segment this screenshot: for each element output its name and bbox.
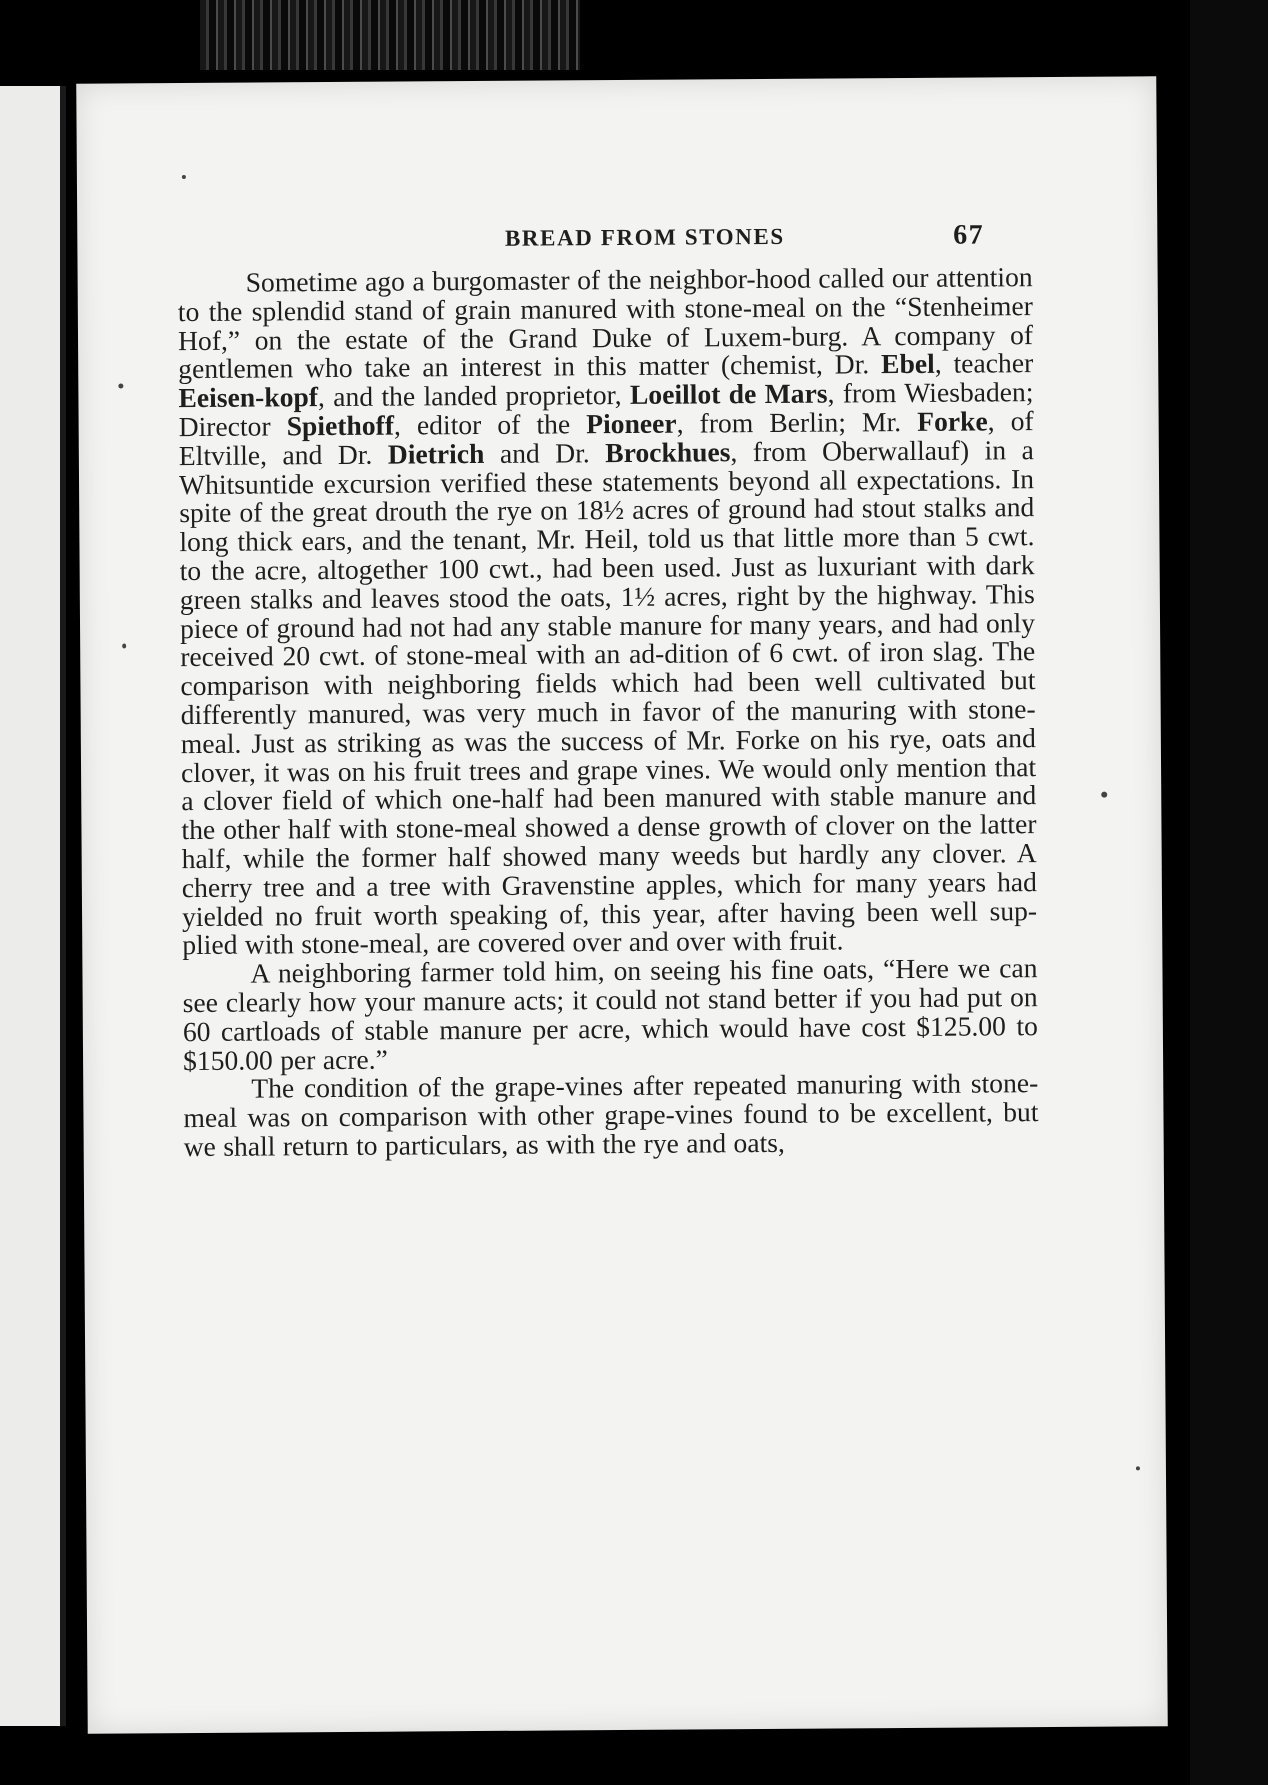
bold-name: Brockhues xyxy=(605,436,731,468)
bold-name: Pioneer xyxy=(586,407,677,440)
text-run: , from Wiesbaden; Director xyxy=(178,376,1034,443)
paper-speck xyxy=(182,175,186,179)
text-run: , teacher xyxy=(934,347,1034,380)
bold-name: Eeisen-kopf xyxy=(178,381,319,414)
paper-speck xyxy=(1136,1466,1140,1470)
text-run: , from Oberwallauf) in a Whitsuntide excursion verified these statements beyond all expectations. In spite of the great drouth the rye on 18½ acres of ground had stout stalks and long thick ears, and the tenant, Mr. Heil, told us that little more than 5 cwt. to the acre, altogether 100 cwt., had been used. Just as luxuriant with dark green stalks and leaves stood the oats, 1½ acres, right by the highway. This piece of ground had not had any stable manure for many years, and had only received 20 cwt. of stone-meal with an ad-dition of 6 cwt. of iron slag. The comparison with neighboring fields which had been well cultivated but differently manured, was very much in favor of the manuring with stone-meal. Just as striking as was the success of Mr. Forke on his rye, oats and clover, it was on his fruit trees and grape vines. We would only mention that a clover field of which one-half had been manured with stable manure and the other half with stone-meal showed a dense growth of clover on the latter half, while the former half showed many weeds but hardly any clover. A cherry tree and a tree with Gravenstine apples, which for many years had yielded no fruit worth speaking of, this year, after having been well sup-plied with stone-meal, are covered over and over with fruit. xyxy=(178,433,1038,961)
running-head: BREAD FROM STONES xyxy=(504,223,785,251)
text-run: , from Berlin; Mr. xyxy=(676,405,918,439)
bold-name: Forke xyxy=(917,405,988,437)
text-run: Sometime ago a burgomaster of the neighbor-hood called our attention to the splendid stand of grain manured with stone-meal on the “Stenheimer Hof,” on the estate of the Grand Duke of Luxem-burg. A company of gentlemen who take an interest in this matter (chemist, Dr. xyxy=(177,261,1034,385)
paragraph: A neighboring farmer told him, on seeing his fine oats, “Here we can see clearly how your manure acts; it could not stand better if you had put on 60 cartloads of stable manure per acre, which would have cost $125.00 to $150.00 per acre.” xyxy=(182,952,1038,1076)
text-run: , of Eltville, and Dr. xyxy=(178,405,1034,471)
page-number: 67 xyxy=(953,219,985,251)
text-run: , editor of the xyxy=(393,408,587,441)
paper-speck xyxy=(118,383,123,388)
text-run: and Dr. xyxy=(484,436,606,469)
paragraph xyxy=(178,263,1038,960)
book-page xyxy=(76,76,1167,1733)
bold-name: Spiethoff xyxy=(286,409,395,442)
paper-speck xyxy=(122,643,126,648)
scan-edge-noise xyxy=(200,0,580,70)
paragraph: The condition of the grape-vines after repeated manuring with stone-meal was on comparison with other grape-vines found to be excellent, but we shall return to particulars, as with the rye and oats, xyxy=(183,1067,1039,1162)
bold-name: Loeillot de Mars xyxy=(629,377,828,411)
paper-speck xyxy=(1101,792,1107,798)
text-run: , and the landed proprietor, xyxy=(317,379,631,413)
bold-name: Dietrich xyxy=(387,437,485,470)
bold-name: Ebel xyxy=(880,348,935,380)
page-header xyxy=(177,207,1032,269)
scan-background-right xyxy=(1190,0,1268,1785)
adjacent-page-edge xyxy=(0,86,66,1726)
page-content xyxy=(177,207,1042,1633)
